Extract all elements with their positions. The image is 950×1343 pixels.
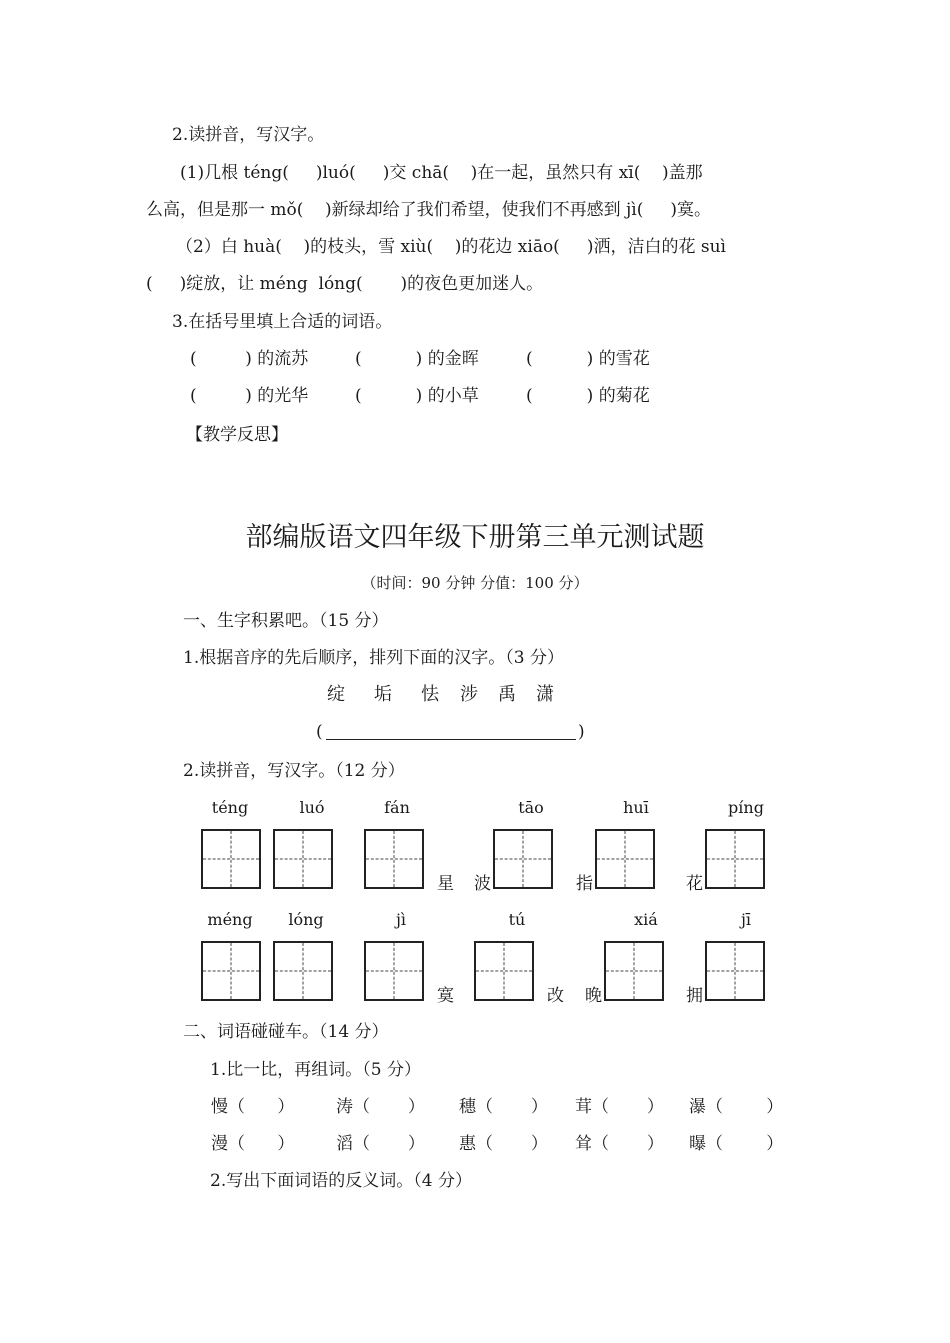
pinyin-label: fán — [384, 798, 410, 817]
writing-grid[interactable] — [201, 829, 261, 889]
pinyin-label: xiá — [634, 910, 658, 929]
pinyin-label: jì — [395, 910, 407, 929]
q1-title: 1.根据音序的先后顺序，排列下面的汉字。（3 分） — [183, 648, 564, 668]
writing-grid[interactable] — [595, 829, 655, 889]
pinyin-label: lóng — [288, 910, 324, 929]
writing-grid[interactable] — [273, 941, 333, 1001]
writing-grid[interactable] — [604, 941, 664, 1001]
question-2-para1-line2: 么高，但是那一 mǒ( )新绿却给了我们希望，使我们不再感到 jì( )寞。 — [146, 200, 712, 220]
question-2-para2-line1: （2）白 huà( )的枝头，雪 xiù( )的花边 xiāo( )洒，洁白的花 suì — [176, 237, 726, 257]
word-suffix: 指 — [576, 874, 593, 894]
sort-char: 涉 — [460, 684, 478, 705]
writing-grid[interactable] — [364, 829, 424, 889]
test-title: 部编版语文四年级下册第三单元测试题 — [245, 522, 705, 553]
word-suffix: 改 — [547, 986, 564, 1006]
pinyin-label: píng — [728, 798, 764, 817]
question-2-para2-line2: ( )绽放，让 méng lóng( )的夜色更加迷人。 — [146, 274, 544, 294]
compare-item: 茸（ ） — [575, 1097, 664, 1117]
writing-grid[interactable] — [201, 941, 261, 1001]
compare-item: 惠（ ） — [459, 1134, 548, 1154]
sort-char: 绽 — [327, 684, 345, 705]
writing-grid[interactable] — [705, 941, 765, 1001]
writing-grid[interactable] — [493, 829, 553, 889]
teaching-reflection: 【教学反思】 — [186, 425, 288, 445]
part-2-q2-title: 2.写出下面词语的反义词。（4 分） — [210, 1171, 472, 1191]
pinyin-label: tāo — [518, 798, 544, 817]
compare-item: 曝（ ） — [689, 1134, 784, 1154]
question-2-para1-line1: (1)几根 téng( )luó( )交 chā( )在一起，虽然只有 xī( )盖那 — [180, 163, 703, 183]
word-suffix: 星 — [437, 874, 454, 894]
compare-item: 涛（ ） — [336, 1097, 425, 1117]
part-1-heading: 一、生字积累吧。（15 分） — [183, 611, 389, 631]
writing-grid[interactable] — [364, 941, 424, 1001]
writing-grid[interactable] — [273, 829, 333, 889]
fill-blank-item: ( ) 的金晖 — [355, 349, 479, 369]
word-suffix: 晚 — [585, 986, 602, 1006]
part-2-heading: 二、词语碰碰车。（14 分） — [183, 1022, 389, 1042]
fill-blank-item: ( ) 的流苏 — [190, 349, 309, 369]
word-suffix: 花 — [686, 874, 703, 894]
sort-char: 垢 — [374, 684, 392, 705]
pinyin-label: tú — [508, 910, 526, 929]
pinyin-label: méng — [207, 910, 253, 929]
sort-char: 怯 — [421, 684, 439, 705]
compare-item: 穗（ ） — [459, 1097, 548, 1117]
fill-blank-item: ( ) 的雪花 — [526, 349, 650, 369]
compare-item: 滔（ ） — [336, 1134, 425, 1154]
sort-answer-open: ( — [316, 722, 323, 742]
question-2-title: 2.读拼音，写汉字。 — [172, 125, 325, 145]
writing-grid[interactable] — [705, 829, 765, 889]
pinyin-label: jī — [740, 910, 752, 929]
sort-char: 禹 — [498, 684, 516, 705]
pinyin-label: huī — [623, 798, 649, 817]
question-3-title: 3.在括号里填上合适的词语。 — [172, 312, 393, 332]
part-2-q1-title: 1.比一比，再组词。（5 分） — [210, 1060, 421, 1080]
sort-char: 潇 — [536, 684, 554, 705]
compare-item: 瀑（ ） — [689, 1097, 784, 1117]
fill-blank-item: ( ) 的小草 — [355, 386, 479, 406]
fill-blank-item: ( ) 的菊花 — [526, 386, 650, 406]
fill-blank-item: ( ) 的光华 — [190, 386, 309, 406]
test-subtitle: （时间：90 分钟 分值：100 分） — [361, 574, 589, 592]
q2-title: 2.读拼音，写汉字。（12 分） — [183, 761, 405, 781]
sort-answer-line[interactable] — [326, 739, 576, 740]
word-suffix: 波 — [474, 874, 491, 894]
word-suffix: 寞 — [437, 986, 454, 1006]
pinyin-label: luó — [299, 798, 325, 817]
writing-grid[interactable] — [474, 941, 534, 1001]
pinyin-label: téng — [211, 798, 249, 817]
compare-item: 漫（ ） — [211, 1134, 295, 1154]
compare-item: 耸（ ） — [575, 1134, 664, 1154]
compare-item: 慢（ ） — [211, 1097, 295, 1117]
sort-answer-close: ) — [578, 722, 585, 742]
word-suffix: 拥 — [686, 986, 703, 1006]
